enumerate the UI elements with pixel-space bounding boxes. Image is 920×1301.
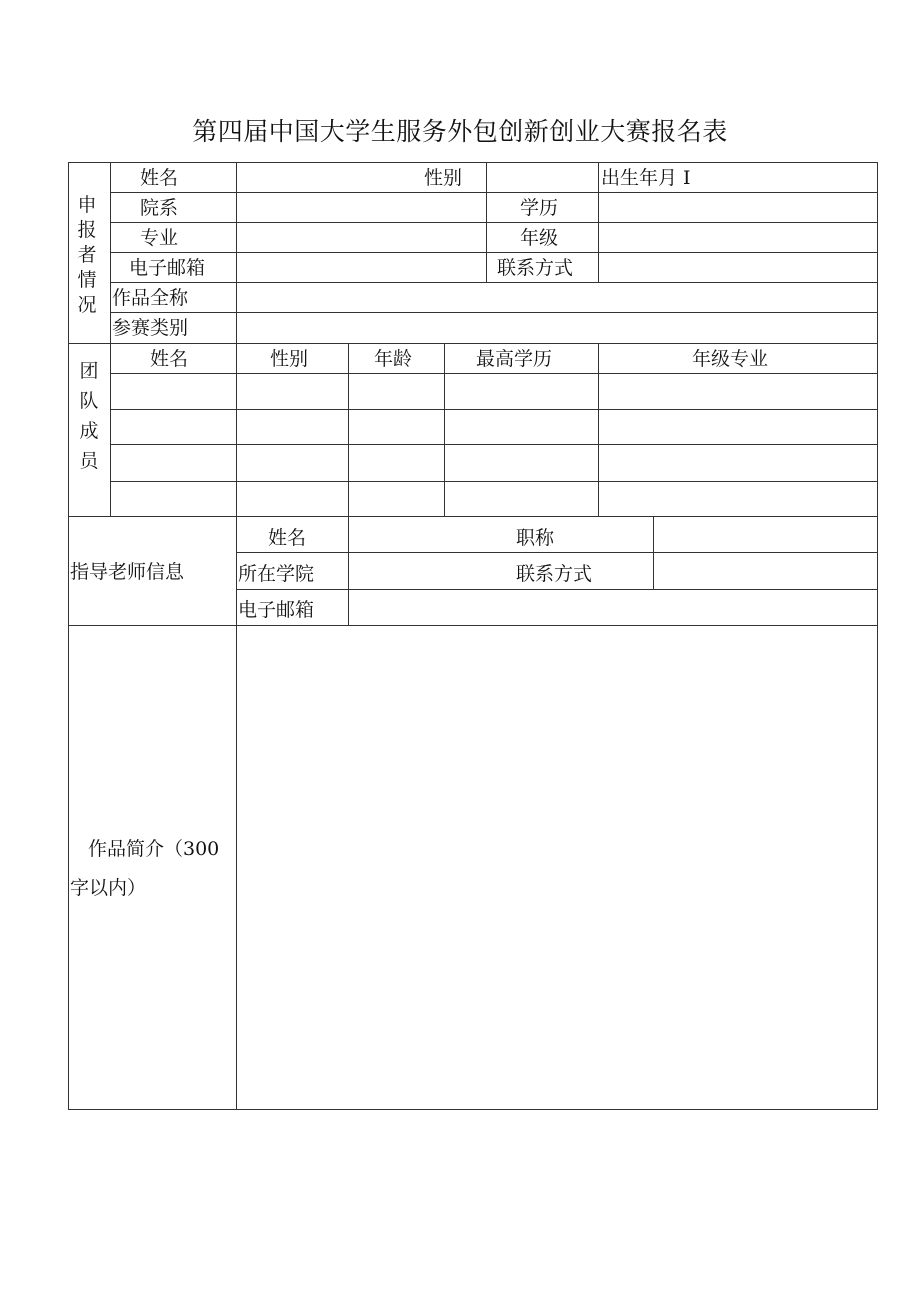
label-char: 团 <box>79 360 99 382</box>
intro-label-line1: 作品简介（300 <box>88 838 220 860</box>
label-char: 报 <box>77 219 97 241</box>
team-col-grade-major: 年级专业 <box>692 348 769 370</box>
label-char: 况 <box>77 294 97 316</box>
major-label: 专业 <box>140 227 179 249</box>
border-bottom <box>68 1109 878 1110</box>
team-row[interactable] <box>111 410 877 444</box>
divider <box>110 162 111 343</box>
advisor-college-label: 所在学院 <box>238 563 315 585</box>
department-label: 院系 <box>140 197 179 219</box>
border-top <box>68 162 878 163</box>
team-col-education: 最高学历 <box>476 348 553 370</box>
gender-label: 性别 <box>424 167 463 189</box>
label-char: 者 <box>77 244 97 266</box>
border-right <box>877 162 878 1110</box>
advisor-name-field[interactable] <box>349 517 514 552</box>
education-field[interactable] <box>599 193 877 222</box>
advisor-college-field[interactable] <box>349 553 514 589</box>
applicant-section-label <box>76 193 98 318</box>
team-section-label <box>78 356 100 476</box>
department-field[interactable] <box>237 193 486 222</box>
team-row[interactable] <box>111 374 877 409</box>
form-title: 第四届中国大学生服务外包创新创业大赛报名表 <box>192 117 728 146</box>
team-col-name: 姓名 <box>150 348 189 370</box>
section-divider <box>68 343 878 344</box>
advisor-contact-field[interactable] <box>654 553 877 589</box>
advisor-email-field[interactable] <box>349 590 877 625</box>
advisor-title-label: 职称 <box>516 527 555 549</box>
label-char: 申 <box>77 194 97 216</box>
email-field[interactable] <box>237 253 486 282</box>
label-char: 队 <box>79 390 99 412</box>
advisor-section-label: 指导老师信息 <box>70 561 185 583</box>
team-col-age: 年龄 <box>374 348 413 370</box>
category-label: 参赛类别 <box>112 317 189 339</box>
category-field[interactable] <box>237 313 877 343</box>
name-label: 姓名 <box>140 167 179 189</box>
grade-label: 年级 <box>520 227 559 249</box>
intro-label-line2: 字以内） <box>70 877 147 899</box>
email-label: 电子邮箱 <box>129 257 206 279</box>
work-name-field[interactable] <box>237 283 877 312</box>
team-row[interactable] <box>111 482 877 516</box>
name-field[interactable] <box>237 163 421 192</box>
label-char: 员 <box>79 450 99 472</box>
education-label: 学历 <box>520 197 559 219</box>
intro-textarea[interactable] <box>237 626 877 1109</box>
label-char: 情 <box>77 269 97 291</box>
advisor-contact-label: 联系方式 <box>516 563 593 585</box>
advisor-title-field[interactable] <box>654 517 877 552</box>
work-name-label: 作品全称 <box>112 287 189 309</box>
grade-field[interactable] <box>599 223 877 252</box>
contact-label: 联系方式 <box>497 257 574 279</box>
label-char: 成 <box>79 420 99 442</box>
major-field[interactable] <box>237 223 486 252</box>
advisor-email-label: 电子邮箱 <box>238 599 315 621</box>
advisor-name-label: 姓名 <box>268 527 307 549</box>
team-row[interactable] <box>111 445 877 481</box>
border-left <box>68 162 69 1110</box>
team-col-gender: 性别 <box>270 348 309 370</box>
gender-field[interactable] <box>487 163 598 192</box>
birth-label: 出生年月 I <box>601 167 691 189</box>
contact-field[interactable] <box>599 253 877 282</box>
